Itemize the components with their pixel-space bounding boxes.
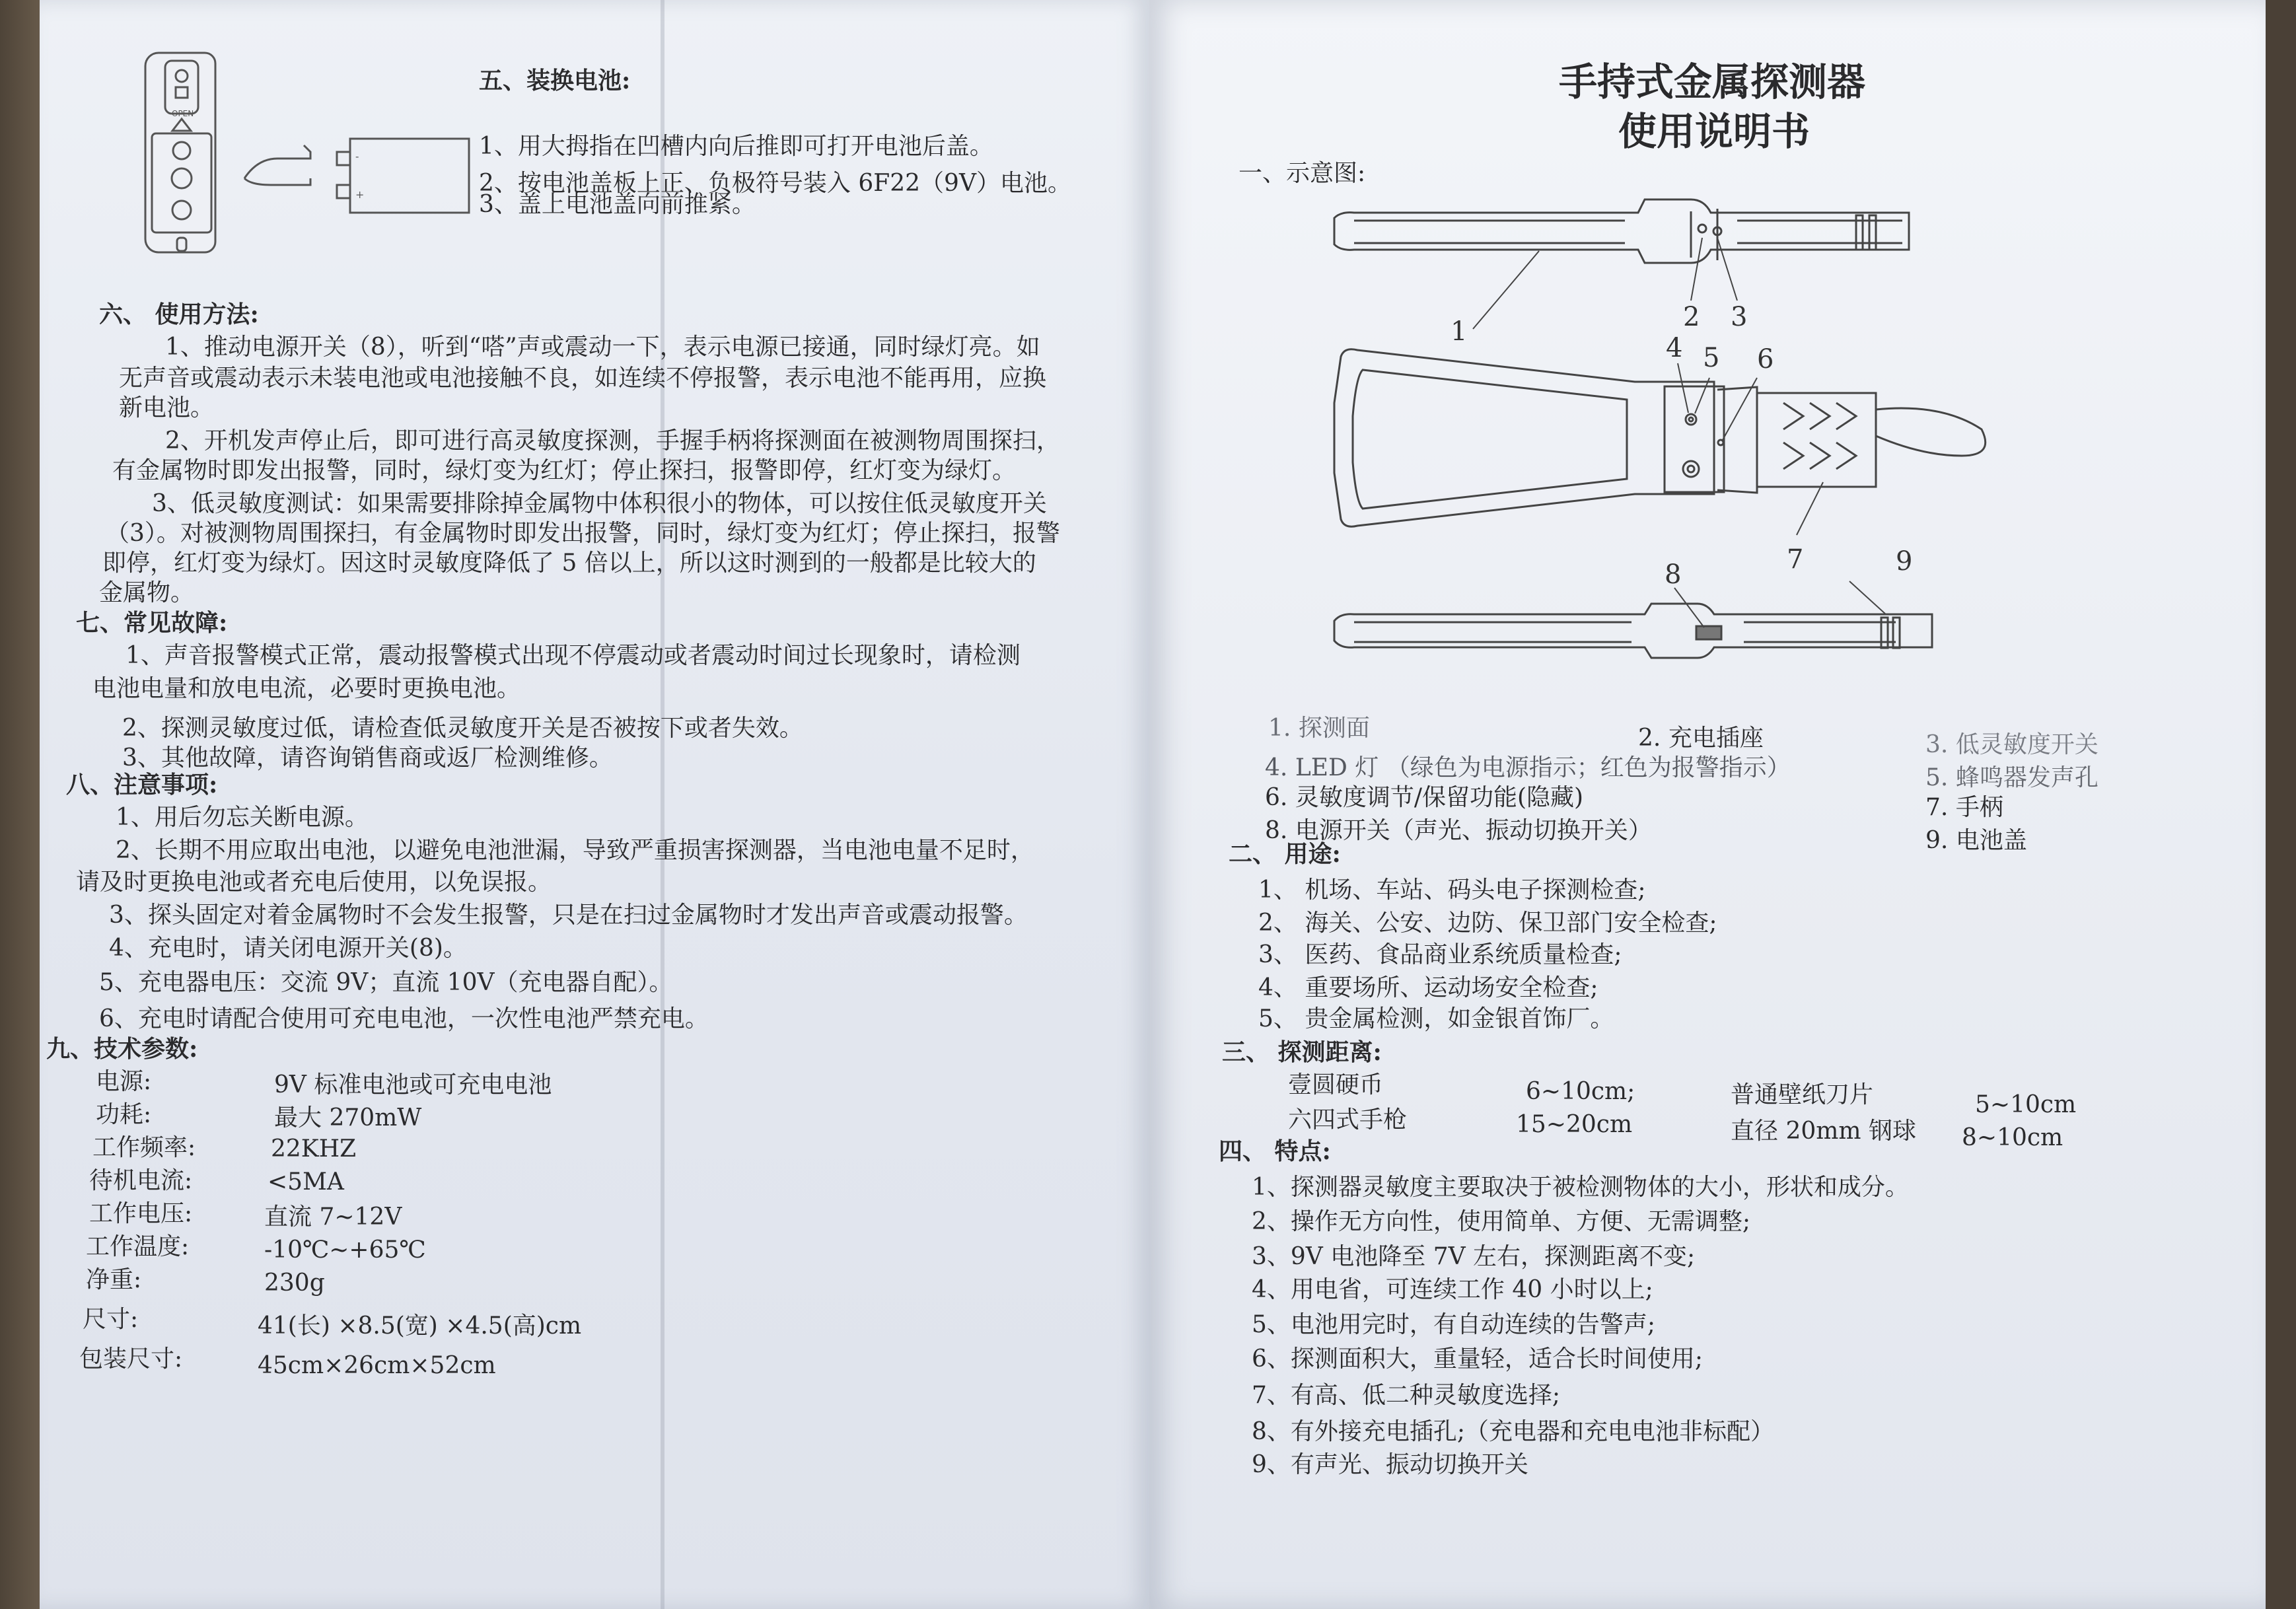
spec-value-5: 直流 7~12V	[264, 1203, 402, 1231]
left-page	[40, 0, 1149, 1609]
feature-item-7: 7、有高、低二种灵敏度选择;	[1252, 1382, 1561, 1409]
use-item-5: 5、 贵金属检测，如金银首饰厂。	[1258, 1005, 1614, 1032]
sec8-line-6: 5、充电器电压：交流 9V；直流 10V（充电器自配）。	[99, 969, 673, 996]
legend-4-number: 4.	[1265, 754, 1288, 781]
spec-key-7: 净重:	[86, 1266, 142, 1293]
battery-cover-diagram	[132, 46, 502, 258]
distance-object-2: 普通壁纸刀片	[1731, 1081, 1874, 1108]
section-1-title: 一、示意图:	[1238, 160, 1366, 187]
spec-value-8: 41(长) ×8.5(宽) ×4.5(高)cm	[258, 1312, 582, 1340]
sec6-line-2: 无声音或震动表示未装电池或电池接触不良，如连续不停报警，表示电池不能再用，应换	[119, 365, 1047, 392]
legend-1	[1268, 717, 1370, 740]
document-title: 手持式金属探测器	[1559, 59, 1866, 104]
sec8-line-1: 1、用后勿忘关断电源。	[116, 804, 369, 831]
sec6-line-4: 2、开机发声停止后，即可进行高灵敏度探测，手握手柄将探测面在被测物周围探扫，	[165, 427, 1060, 454]
sec6-line-8: 即停，红灯变为绿灯。因这时灵敏度降低了 5 倍以上，所以这时测到的一般都是比较大的	[102, 550, 1036, 577]
section-7-title: 七、常见故障:	[76, 609, 228, 637]
sec8-line-2: 2、长期不用应取出电池，以避免电池泄漏，导致严重损害探测器，当电池电量不足时，	[116, 837, 1034, 864]
spec-key-1: 电源:	[96, 1068, 152, 1095]
open-label: OPEN	[172, 109, 194, 118]
right-page	[1149, 0, 2266, 1609]
distance-object-3: 六四式手枪	[1288, 1106, 1408, 1133]
sec6-line-9: 金属物。	[99, 579, 195, 606]
spec-value-9: 45cm×26cm×52cm	[258, 1352, 496, 1379]
spec-value-3: 22KHZ	[271, 1135, 357, 1162]
legend-1-number: 1.	[1268, 715, 1291, 742]
spec-key-6: 工作温度:	[86, 1233, 190, 1260]
feature-item-2: 2、操作无方向性，使用简单、方便、无需调整;	[1252, 1208, 1751, 1235]
legend-5	[1925, 766, 2099, 790]
legend-7-number: 7.	[1925, 794, 1949, 821]
section-3-title: 三、 探测距离:	[1222, 1038, 1382, 1066]
legend-5-text: 蜂鸣器发声孔	[1955, 764, 2099, 791]
sec7-line-1: 1、声音报警模式正常，震动报警模式出现不停震动或者震动时间过长现象时，请检测	[126, 642, 1021, 669]
sec6-line-7: （3）。对被测物周围探扫，有金属物时即发出报警，同时，绿灯变为红灯；停止探扫，报警	[106, 520, 1060, 547]
legend-6	[1265, 786, 1583, 810]
sec7-line-2: 电池电量和放电电流，必要时更换电池。	[92, 675, 521, 702]
legend-8-number: 8.	[1265, 817, 1288, 844]
sec6-line-5: 有金属物时即发出报警，同时，绿灯变为红灯；停止探扫，报警即停，红灯变为绿灯。	[112, 457, 1017, 484]
legend-8-text: 电源开关（声光、振动切换开关）	[1295, 817, 1652, 844]
callout-9: 9	[1896, 546, 1913, 577]
distance-value-2: 5~10cm	[1975, 1091, 2077, 1118]
feature-item-8: 8、有外接充电插孔;（充电器和充电电池非标配）	[1252, 1418, 1775, 1445]
distance-value-1: 6~10cm;	[1526, 1078, 1635, 1105]
spec-key-2: 功耗:	[96, 1101, 152, 1128]
spec-key-5: 工作电压:	[89, 1200, 193, 1227]
distance-value-3: 15~20cm	[1516, 1111, 1633, 1138]
svg-text:-: -	[355, 150, 359, 162]
legend-9	[1925, 829, 2027, 853]
legend-3-text: 低灵敏度开关	[1955, 731, 2099, 758]
legend-7	[1925, 796, 2003, 820]
distance-object-4: 直径 20mm 钢球	[1731, 1118, 1916, 1145]
section-4-title: 四、 特点:	[1219, 1137, 1331, 1165]
use-item-2: 2、 海关、公安、边防、保卫部门安全检查;	[1258, 910, 1717, 937]
feature-item-5: 5、电池用完时，有自动连续的告警声;	[1252, 1311, 1656, 1338]
legend-2-number: 2.	[1638, 725, 1661, 752]
spec-value-4: <5MA	[268, 1168, 344, 1196]
callout-7: 7	[1787, 544, 1804, 575]
spec-key-9: 包装尺寸:	[79, 1345, 183, 1373]
detector-diagram	[1321, 192, 2279, 694]
sec8-line-7: 6、充电时请配合使用可充电电池，一次性电池严禁充电。	[99, 1005, 709, 1032]
use-item-3: 3、 医药、食品商业系统质量检查;	[1258, 941, 1622, 968]
callout-1: 1	[1451, 316, 1468, 347]
detector-front-view	[1334, 349, 1986, 527]
sec6-line-6: 3、低灵敏度测试：如果需要排除掉金属物中体积很小的物体，可以按住低灵敏度开关	[152, 490, 1047, 517]
spec-key-3: 工作频率:	[92, 1134, 196, 1161]
legend-4	[1265, 756, 1791, 780]
sec8-line-5: 4、充电时，请关闭电源开关(8)。	[109, 935, 467, 962]
distance-value-4: 8~10cm	[1962, 1124, 2063, 1151]
callout-8: 8	[1665, 559, 1682, 590]
legend-9-number: 9.	[1925, 827, 1949, 854]
legend-3-number: 3.	[1925, 731, 1949, 758]
legend-2	[1638, 727, 1764, 750]
sec8-line-4: 3、探头固定对着金属物时不会发生报警，只是在扫过金属物时才发出声音或震动报警。	[109, 902, 1028, 929]
legend-3	[1925, 733, 2099, 757]
sec6-line-1: 1、推动电源开关（8），听到“嗒”声或震动一下，表示电源已接通，同时绿灯亮。如	[165, 334, 1040, 361]
page-fold	[661, 0, 664, 1609]
section-9-title: 九、技术参数:	[46, 1035, 198, 1063]
legend-2-text: 充电插座	[1668, 725, 1764, 752]
detector-side-view	[1334, 199, 1909, 263]
use-item-1: 1、 机场、车站、码头电子探测检查;	[1258, 876, 1646, 904]
feature-item-3: 3、9V 电池降至 7V 左右，探测距离不变;	[1252, 1243, 1696, 1270]
callout-5: 5	[1703, 343, 1720, 373]
feature-item-1: 1、探测器灵敏度主要取决于被检测物体的大小，形状和成分。	[1252, 1174, 1909, 1201]
section-5-title: 五、装换电池:	[479, 67, 631, 94]
use-item-4: 4、 重要场所、运动场安全检查;	[1258, 974, 1598, 1001]
callout-6: 6	[1757, 344, 1774, 375]
section-2-title: 二、 用途:	[1229, 840, 1341, 868]
legend-5-number: 5.	[1925, 764, 1949, 791]
legend-8	[1265, 819, 1652, 843]
feature-item-9: 9、有声光、振动切换开关	[1252, 1451, 1528, 1478]
spec-value-1: 9V 标准电池或可充电电池	[274, 1071, 552, 1098]
detector-bottom-view	[1334, 604, 1932, 658]
spec-key-4: 待机电流:	[89, 1167, 193, 1194]
spec-value-2: 最大 270mW	[274, 1104, 422, 1131]
callout-2: 2	[1683, 302, 1700, 332]
callout-4: 4	[1666, 333, 1683, 363]
sec5-line-2: 2、按电池盖板上正、负极符号装入 6F22（9V）电池。	[479, 170, 1071, 197]
spec-value-7: 230g	[264, 1269, 325, 1297]
legend-6-number: 6.	[1265, 784, 1288, 811]
sec6-line-3: 新电池。	[119, 394, 215, 421]
feature-item-6: 6、探测面积大，重量轻，适合长时间使用;	[1252, 1345, 1704, 1373]
feature-item-4: 4、用电省，可连续工作 40 小时以上;	[1252, 1276, 1653, 1303]
spec-key-8: 尺寸:	[83, 1306, 139, 1333]
sec7-line-3: 2、探测灵敏度过低，请检查低灵敏度开关是否被按下或者失效。	[122, 715, 803, 742]
sec5-line-3: 3、盖上电池盖向前推紧。	[479, 191, 756, 218]
legend-1-text: 探测面	[1298, 715, 1370, 742]
legend-4-text: LED 灯 （绿色为电源指示；红色为报警指示）	[1295, 754, 1791, 781]
section-8-title: 八、注意事项:	[66, 771, 218, 799]
legend-7-text: 手柄	[1955, 794, 2003, 821]
legend-6-text: 灵敏度调节/保留功能(隐藏)	[1295, 784, 1584, 811]
callout-3: 3	[1731, 302, 1748, 332]
sec7-line-4: 3、其他故障，请咨询销售商或返厂检测维修。	[122, 744, 613, 771]
sec8-line-3: 请及时更换电池或者充电后使用，以免误报。	[76, 869, 552, 896]
section-6-title: 六、 使用方法:	[99, 301, 259, 328]
legend-9-text: 电池盖	[1955, 827, 2027, 854]
sec5-line-1: 1、用大拇指在凹槽内向后推即可打开电池后盖。	[479, 133, 993, 160]
document-subtitle: 使用说明书	[1618, 109, 1811, 154]
spec-value-6: -10℃~+65℃	[264, 1236, 426, 1264]
svg-text:+: +	[355, 188, 365, 201]
distance-object-1: 壹圆硬币	[1288, 1071, 1384, 1098]
